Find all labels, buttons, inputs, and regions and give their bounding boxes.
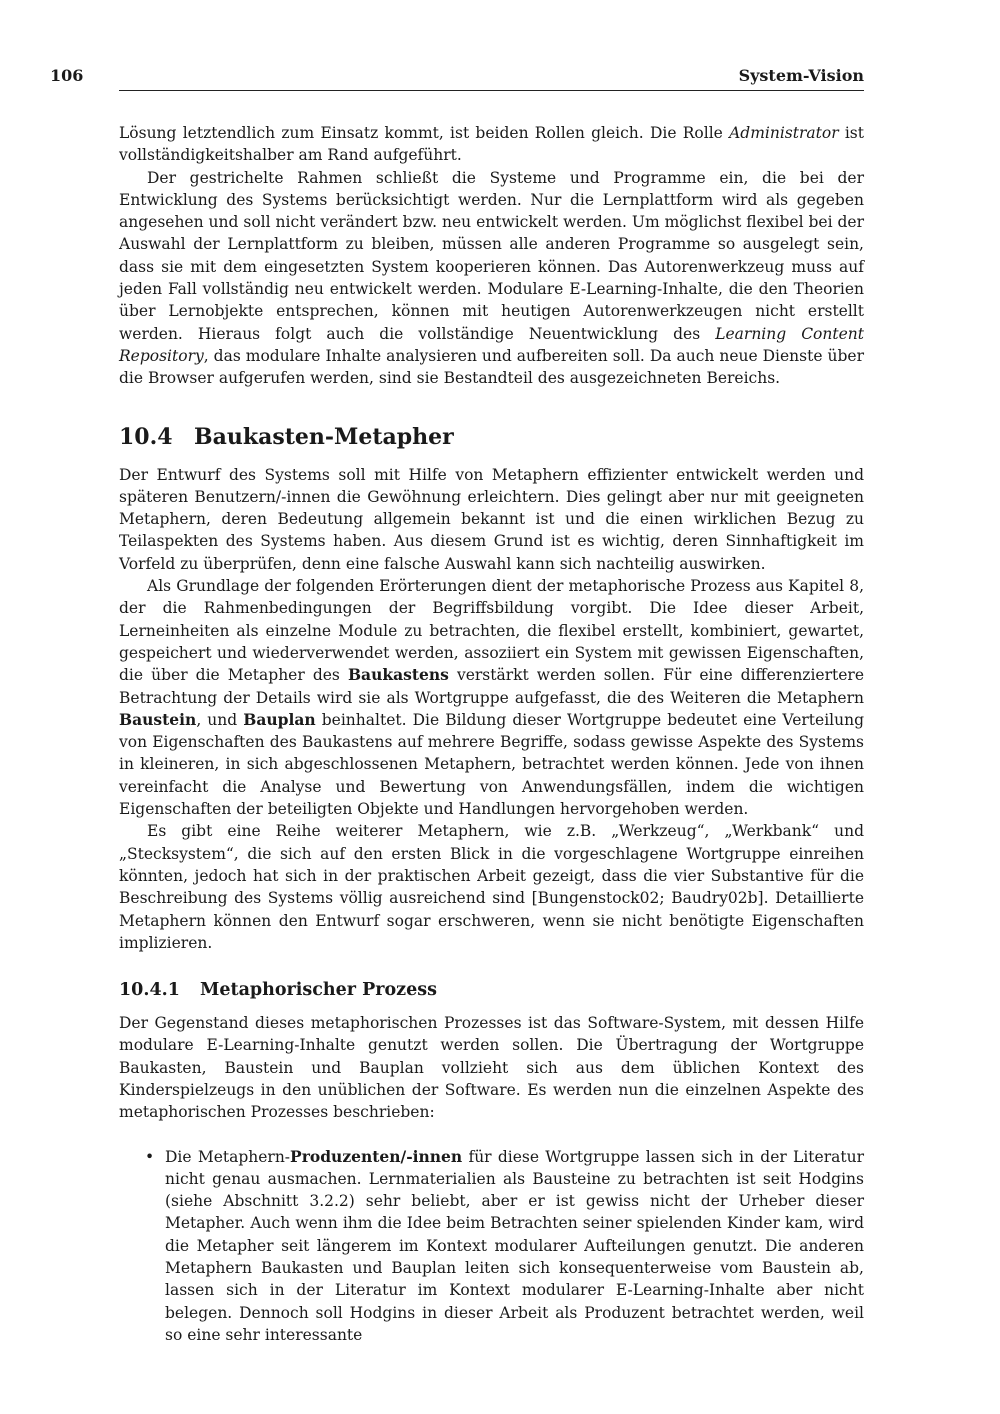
subsection-heading — [119, 978, 864, 1002]
running-title: System-Vision — [738, 66, 864, 85]
page-number: 106 — [50, 66, 84, 85]
bold-baukastens: Baukastens — [347, 665, 449, 685]
subsection-number: 10.4.1 — [119, 980, 180, 1001]
section-title: Baukasten-Metapher — [194, 423, 454, 450]
bold-bauplan: Bauplan — [243, 709, 316, 729]
section-paragraph-1: Der Entwurf des Systems soll mit Hilfe von Metaphern effizienter entwickelt werden und späteren Benutzern/-innen die Gewöhnung erleichtern. Dies gelingt aber nur mit geeigneten Metaphern, deren Bedeutung allgemein bekannt ist und die einen wirklichen Bezug zu Teilaspekten des Systems haben. Aus diesem Grund ist es wichtig, deren Sinnhaftigkeit im Vorfeld zu überprüfen, denn eine falsche Auswahl kann sich nachteilig auswirken. — [119, 465, 864, 573]
list-item — [119, 1146, 864, 1347]
list-item-text: Die Metaphern-Produzenten/-innen für diese Wortgruppe lassen sich in der Literatur nicht genau ausmachen. Lernmaterialien als Bausteine zu betrachten ist seit Hodgins (siehe Abschnitt 3.2.2) sehr beliebt, aber er ist gewiss nicht der Urheber dieser Metapher. Auch wenn ihm die Idee beim Betrachten seiner spielenden Kinder kam, wird die Metapher seit längerem im Kontext modularer Aufteilungen genutzt. Die anderen Metaphern Baukasten und Bauplan leiten sich konsequenterweise vom Baustein ab, lassen sich in der Literatur im Kontext modularer E-Learning-Inhalte aber nicht belegen. Dennoch soll Hodgins in dieser Arbeit als Produzent betrachtet werden, weil so eine sehr interessante — [165, 1146, 864, 1344]
page-body — [119, 122, 864, 1346]
bullet-list — [119, 1146, 864, 1347]
page-header — [50, 64, 864, 91]
bold-baustein: Baustein — [119, 709, 197, 729]
section-paragraph-2: Als Grundlage der folgenden Erörterungen dient der metaphorische Prozess aus Kapitel 8, der die Rahmenbedingungen der Begriffsbildung vorgibt. Die Idee dieser Arbeit, Lerneinheiten als einzelne Module zu betrachten, die flexibel erstellt, kombiniert, gewartet, gespeichert und wiederverwendet werden, assoziiert ein System mit gewissen Eigenschaften, die über die Metapher des Baukastens verstärkt werden sollen. Für eine differenziertere Betrachtung der Details wird sie als Wortgruppe aufgefasst, die des Weiteren die Metaphern Baustein, und Bauplan beinhaltet. Die Bildung dieser Wortgruppe bedeutet eine Verteilung von Eigenschaften des Baukastens auf mehrere Begriffe, sodass gewisse Aspekte des Systems in kleineren, in sich abgeschlossenen Metaphern, betrachtet werden können. Jede von ihnen vereinfacht die Analyse und Bewertung von Anwendungsfällen, indem die wichtigen Eigenschaften der beteiligten Objekte und Handlungen hervorgehoben werden. — [119, 577, 864, 819]
emphasis-lcr: Learning Content Repository — [119, 324, 864, 365]
section-heading — [119, 422, 864, 452]
intro-paragraph-2: Der gestrichelte Rahmen schließt die Systeme und Programme ein, die bei der Entwicklung des Systems berücksichtigt werden. Nur die Lernplattform wird als gegeben angesehen und soll nicht verändert bzw. neu entwickelt werden. Um möglichst flexibel bei der Auswahl der Lernplattform zu bleiben, müssen alle anderen Programme so ausgelegt sein, dass sie mit dem eingesetzten System kooperieren können. Das Autorenwerkzeug muss auf jeden Fall vollständig neu entwickelt werden. Modulare E-Learning-Inhalte, die den Theorien über Lernobjekte entsprechen, können mit heutigen Autorenwerkzeugen nicht erstellt werden. Hieraus folgt auch die vollständige Neuentwicklung des Learning Content Repository, das modulare Inhalte analysieren und aufbereiten soll. Da auch neue Dienste über die Browser aufgerufen werden, sind sie Bestandteil des ausgezeichneten Bereichs. — [119, 168, 864, 388]
bullet-icon: • — [145, 1147, 155, 1166]
subsection-paragraph-1: Der Gegenstand dieses metaphorischen Prozesses ist das Software-System, mit dessen Hilfe modulare E-Learning-Inhalte genutzt werden sollen. Die Übertragung der Wortgruppe Baukasten, Baustein und Bauplan vollzieht sich aus dem üblichen Kontext des Kinderspielzeugs in den unüblichen der Software. Es werden nun die einzelnen Aspekte des metaphorischen Prozesses beschrieben: — [119, 1014, 864, 1122]
intro-paragraph-1: Lösung letztendlich zum Einsatz kommt, ist beiden Rollen gleich. Die Rolle Administrator ist vollständigkeitshalber am Rand aufgeführt. — [119, 124, 864, 165]
section-paragraph-3: Es gibt eine Reihe weiterer Metaphern, wie z.B. „Werkzeug“, „Werkbank“ und „Stecksystem“, die sich auf den ersten Blick in die vorgeschlagene Wortgruppe einreihen könnten, jedoch hat sich in der praktischen Arbeit gezeigt, dass die vier Substantive für die Beschreibung des Systems völlig ausreichend sind [Bungenstock02; Baudry02b]. Detaillierte Metaphern können den Entwurf sogar erschweren, wenn sie nicht benötigte Eigenschaften implizieren. — [119, 822, 864, 952]
emphasis-administrator: Administrator — [729, 124, 839, 142]
subsection-title: Metaphorischer Prozess — [200, 980, 437, 1001]
section-number: 10.4 — [119, 423, 173, 450]
bold-produzenten: Produzenten/-innen — [290, 1146, 463, 1166]
